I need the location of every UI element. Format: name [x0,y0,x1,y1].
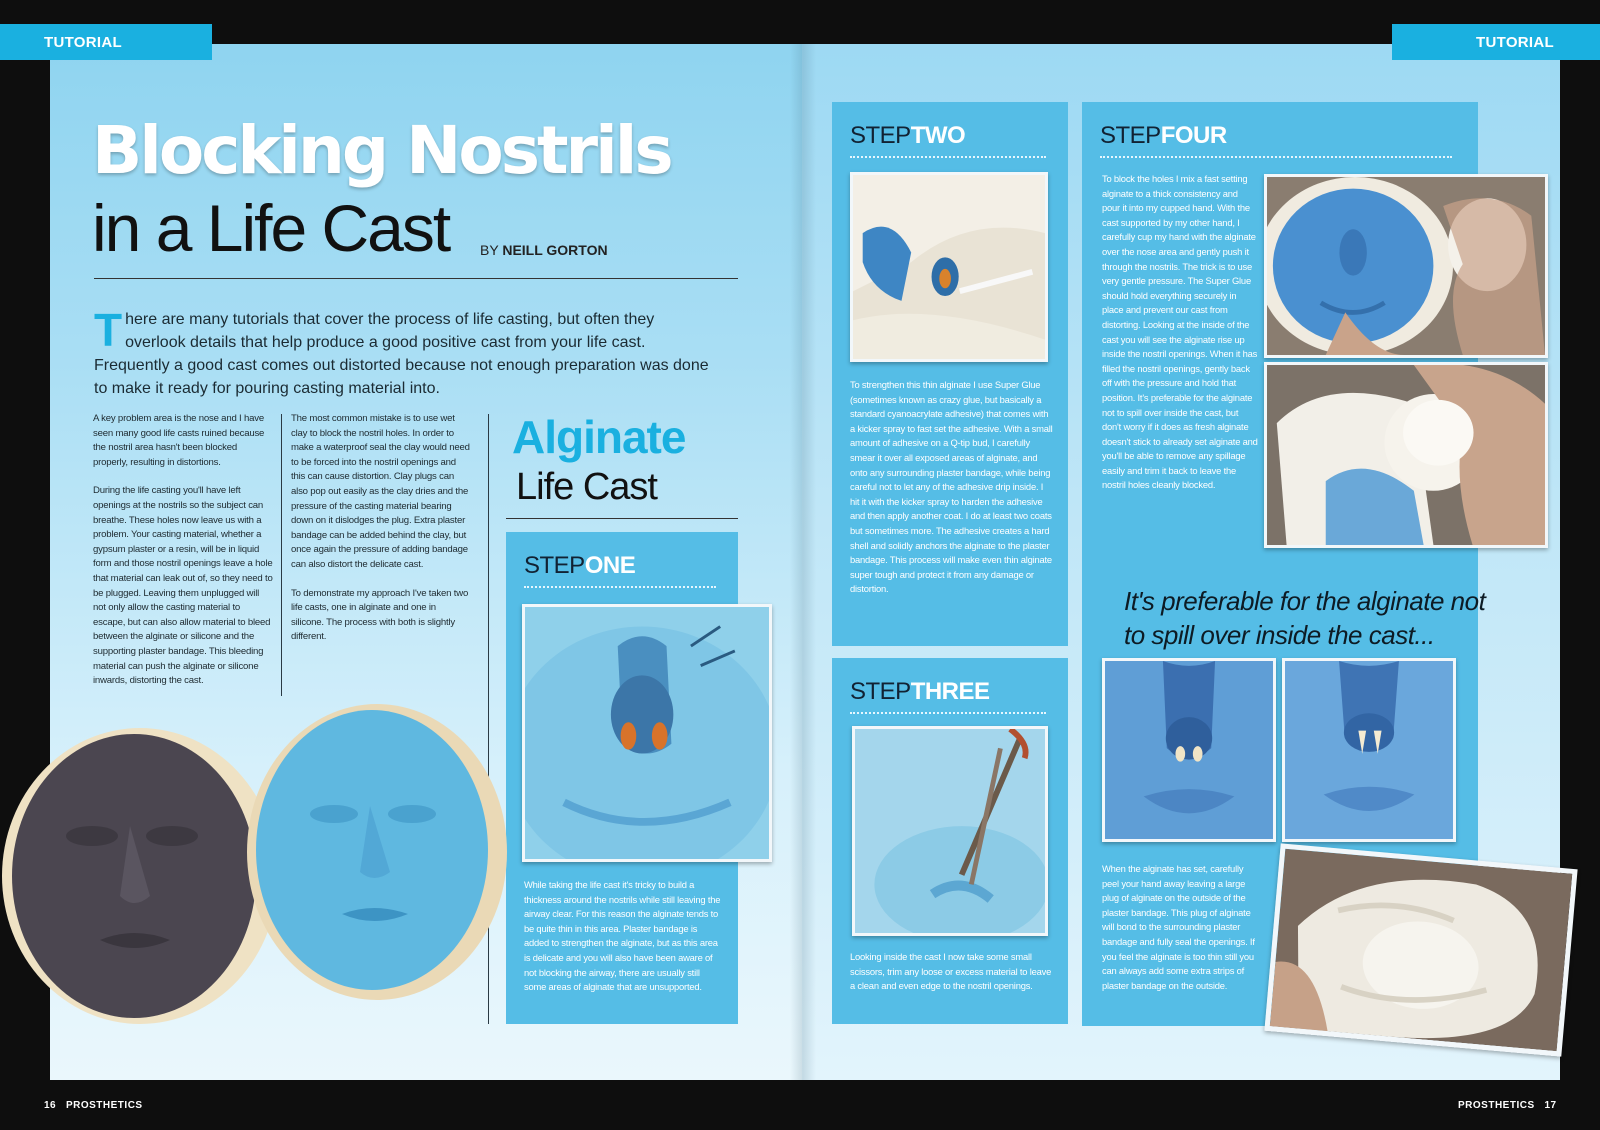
pull-quote: It's preferable for the alginate not to spill over inside the cast... [1124,586,1486,650]
body-paragraph: To demonstrate my approach I've taken two life casts, one in alginate and one in silicone. The process with both is slightly different. [291,587,469,643]
page-number: 17 [1544,1100,1557,1111]
article-title-line2: in a Life Cast [92,191,450,265]
magazine-name: PROSTHETICS [1458,1100,1535,1111]
body-column-2 [291,412,471,659]
body-column-1 [93,412,273,703]
step-three-text: Looking inside the cast I now take some small scissors, trim any loose or excess material to leave a clean and even edge to the nostril openings. [850,951,1052,992]
page-gutter [790,44,816,1080]
step-label: STEP [850,678,911,705]
step-label: STEP [1100,122,1161,149]
step-two-dotted-rule [850,156,1046,158]
step-one-dotted-rule [524,586,716,588]
intro-text: here are many tutorials that cover the process of life casting, but often they overlook details that help produce a good positive cast from your life cast. Frequently a good cast comes out distorted because not enough preparation was done to make it ready for pouring casting material into. [94,311,709,397]
nostrils-inside-after-photo [1282,658,1456,842]
article-title-line1: Blocking Nostrils [92,112,671,189]
plaster-back-plug-photo [1264,843,1577,1056]
folio-right [1458,1100,1557,1111]
step-four-dotted-rule [1100,156,1452,158]
step-two-text: To strengthen this thin alginate I use Super Glue (sometimes known as crazy glue, but basically a standard cyanoacrylate adhesive) that comes with a kicker spray to fast set the adhesive. With a small amount of adhesive on a Q-tip bud, I carefully smear it over all exposed areas of alginate, and onto any surrounding plaster bandage, while being careful not to let any of the adhesive drip inside. I hit it with the kicker spray to harden the adhesive and then apply another coat. I do at least two coats but sometimes more. The adhesive creates a hard shell and solidly anchors the alginate to the plaster bandage. This process will make even thin alginate super tough and protect it from any damage or distortion. [850,379,1053,595]
step-four-text-2: When the alginate has set, carefully peel your hand away leaving a large plug of alginate on the outside of the plaster bandage. This plug of alginate will bond to the surrounding plaster bandage and fully seal the openings. If you feel the alginate is too thin still you can always add some extra strips of plaster bandage on the outside. [1102,863,1255,991]
intro-paragraph [94,304,714,400]
section-title-line1: Alginate [512,411,686,463]
step-four-hand-alginate-photo [1264,174,1548,358]
nostrils-inside-before-photo [1102,658,1276,842]
step-one-text: While taking the life cast it's tricky to build a thickness around the nostrils while still leaving the airway clear. For this reason the alginate tends to be quite thin in this area. Plaster bandage is added to strengthen the alginate, but as this area is delicate and you will also have been aware of not blocking the airway, there are usually still some areas of alginate that are unsupported. [524,879,721,993]
section-title-line2: Life Cast [516,466,657,508]
alginate-life-cast-photo [244,702,510,1002]
step-two-heading [850,122,965,150]
body-paragraph: A key problem area is the nose and I have seen many good life casts ruined because the nostril area hasn't been blocked properly, resulting in distortions. [93,413,265,468]
step-four-push-photo [1264,362,1548,548]
step-three-dotted-rule [850,712,1046,714]
step-four-text: To block the holes I mix a fast setting alginate to a thick consistency and pour it into my cupped hand. With the cast supported by my other hand, I carefully cup my hand with the alginate over the nose area and gently push it through the nostrils. The trick is to use very gentle pressure. The Super Glue should hold everything securely in place and prevent our cast from distorting. Looking at the inside of the cast you will see the alginate rise up inside the nostril openings. When it has filled the nostril openings, gently back off with the pressure and hold that position. It's preferable for the alginate not to spill over inside the cast, but don't worry if it does as fresh alginate doesn't stick to already set alginate and you'll be able to remove any spillage easily and trim it back to leave the nostril holes cleanly blocked. [1102,173,1258,491]
byline-prefix: BY [480,242,499,258]
intro-dropcap: T [94,304,123,356]
step-label: STEP [850,122,911,149]
title-rule [94,278,738,279]
step-number: TWO [910,122,966,149]
step-four-heading [1100,122,1227,150]
byline [480,242,608,258]
step-label: STEP [524,552,585,579]
step-one-heading [524,552,635,580]
step-number: ONE [584,552,636,579]
step-number: THREE [910,678,990,705]
body-paragraph: During the life casting you'll have left openings at the nostrils so the subject can breathe. These holes now leave us with a problem. Your casting material, whether a gypsum plaster or a resin, will be in liquid form and those nostril openings leave a hole that material can leak out of, so they need to be plugged. Leaving them unplugged will not only allow the casting material to escape, but can also allow material to bleed between the alginate or silicone and the supporting plaster bandage. This bleeding material can push the alginate or silicone inwards, distorting the cast. [93,485,273,687]
section-rule [506,518,738,519]
step-two-glue-photo [850,172,1048,362]
folio-left [44,1100,143,1111]
column-divider [281,414,282,696]
byline-author: NEILL GORTON [502,242,608,258]
step-number: FOUR [1160,122,1227,149]
section-tab-left: TUTORIAL [0,24,212,60]
step-three-scissors-photo [852,726,1048,936]
step-three-heading [850,678,990,706]
step-one-nostril-photo [522,604,772,862]
magazine-name: PROSTHETICS [65,1100,143,1111]
body-paragraph: The most common mistake is to use wet clay to block the nostril holes. In order to make a waterproof seal the clay would need to be forced into the nostril openings and this can cause distortion. Clay plugs can also pop out easily as the clay dries and the pressure of the casting material bearing down on it dislodges the plug. Extra plaster bandage can be added behind the clay, but once again the pressure of adding bandage can also distort the delicate cast. [291,413,470,570]
section-tab-right: TUTORIAL [1392,24,1600,60]
silicone-life-cast-photo [0,726,282,1026]
page-number: 16 [44,1100,57,1111]
